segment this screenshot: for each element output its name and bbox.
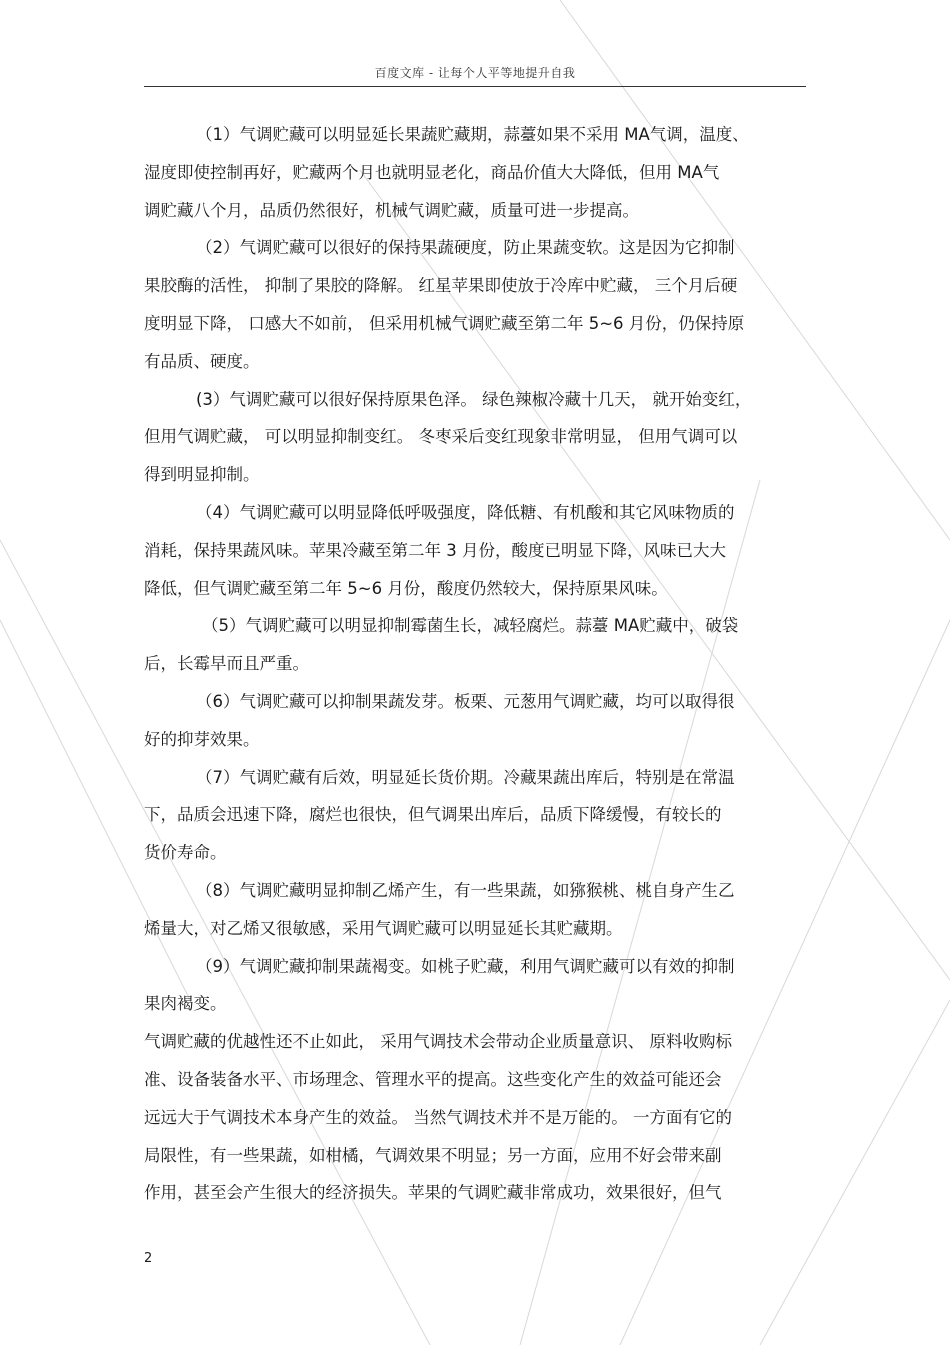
page-number: 2 <box>144 1251 153 1266</box>
text-line: 气调贮藏的优越性还不止如此， 采用气调技术会带动企业质量意识、 原料收购标 <box>144 1032 732 1052</box>
text-line: 但用气调贮藏， 可以明显抑制变红。 冬枣采后变红现象非常明显， 但用气调可以 <box>144 427 738 447</box>
text-line: （6）气调贮藏可以抑制果蔬发芽。板栗、元葱用气调贮藏，均可以取得很 <box>196 691 735 711</box>
text-line: 准、设备装备水平、市场理念、管理水平的提高。这些变化产生的效益可能还会 <box>144 1069 722 1089</box>
text-line: （4）气调贮藏可以明显降低呼吸强度，降低糖、有机酸和其它风味物质的 <box>196 502 735 522</box>
text-line: 好的抑芽效果。 <box>144 729 260 749</box>
text-line: 调贮藏八个月，品质仍然很好，机械气调贮藏，质量可进一步提高。 <box>144 200 639 220</box>
text-line: 远远大于气调技术本身产生的效益。 当然气调技术并不是万能的。 一方面有它的 <box>144 1107 732 1127</box>
text-line: （7）气调贮藏有后效，明显延长货价期。冷藏果蔬出库后，特别是在常温 <box>196 767 735 787</box>
header-divider <box>144 86 806 87</box>
text-line: 果胶酶的活性， 抑制了果胶的降解。 红星苹果即使放于冷库中贮藏， 三个月后硬 <box>144 276 738 296</box>
text-line: 烯量大，对乙烯又很敏感，采用气调贮藏可以明显延长其贮藏期。 <box>144 918 623 938</box>
text-line: 度明显下降， 口感大不如前， 但采用机械气调贮藏至第二年 5~6 月份，仍保持原 <box>144 313 745 333</box>
text-line: 果肉褐变。 <box>144 994 227 1014</box>
text-line: 湿度即使控制再好，贮藏两个月也就明显老化，商品价值大大降低，但用 MA气 <box>144 162 720 182</box>
text-line: 货价寿命。 <box>144 843 227 863</box>
text-line: 有品质、硬度。 <box>144 351 260 371</box>
text-line: （8）气调贮藏明显抑制乙烯产生，有一些果蔬，如猕猴桃、桃自身产生乙 <box>196 880 735 900</box>
page-header: 百度文库 - 让每个人平等地提升自我 <box>374 66 576 80</box>
text-line: (3）气调贮藏可以很好保持原果色泽。 绿色辣椒冷藏十几天， 就开始变红， <box>196 389 752 409</box>
text-line: （5）气调贮藏可以明显抑制霉菌生长，减轻腐烂。蒜薹 MA贮藏中，破袋 <box>202 616 739 636</box>
text-line: （1）气调贮藏可以明显延长果蔬贮藏期，蒜薹如果不采用 MA气调，温度、 <box>196 125 749 144</box>
text-line: （9）气调贮藏抑制果蔬褐变。如桃子贮藏，利用气调贮藏可以有效的抑制 <box>196 956 735 976</box>
text-line: 作用，甚至会产生很大的经济损失。苹果的气调贮藏非常成功，效果很好，但气 <box>144 1183 722 1203</box>
text-line: 局限性，有一些果蔬，如柑橘，气调效果不明显；另一方面，应用不好会带来副 <box>144 1145 722 1165</box>
text-line: 降低，但气调贮藏至第二年 5~6 月份，酸度仍然较大，保持原果风味。 <box>144 578 668 598</box>
text-line: 消耗，保持果蔬风味。苹果冷藏至第二年 3 月份，酸度已明显下降，风味已大大 <box>144 540 726 560</box>
text-line: 得到明显抑制。 <box>144 465 260 485</box>
text-line: （2）气调贮藏可以很好的保持果蔬硬度，防止果蔬变软。这是因为它抑制 <box>196 238 735 258</box>
body-text <box>144 116 808 1212</box>
text-line: 后，长霉早而且严重。 <box>144 654 309 674</box>
text-line: 下，品质会迅速下降，腐烂也很快，但气调果出库后，品质下降缓慢，有较长的 <box>144 805 722 825</box>
